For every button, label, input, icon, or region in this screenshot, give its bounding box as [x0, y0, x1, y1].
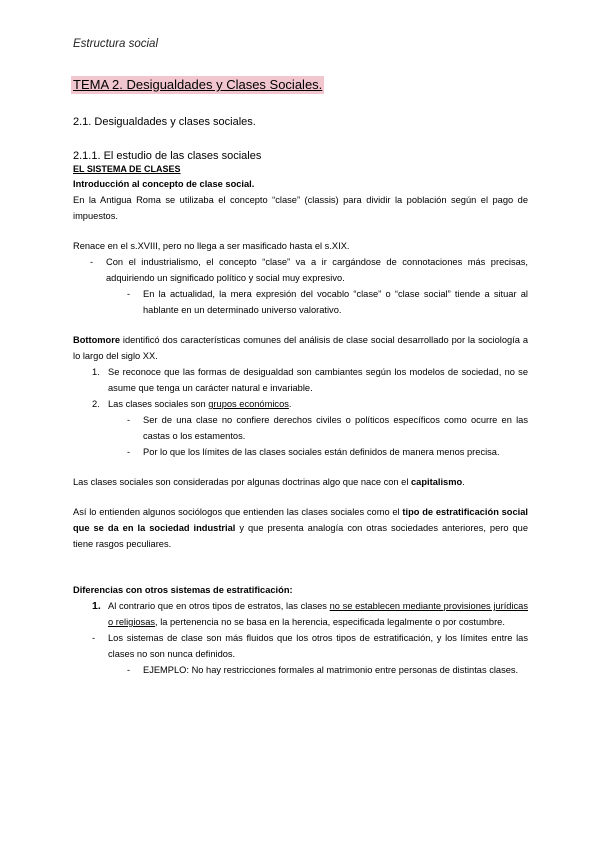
paragraph-sociologos: [73, 504, 528, 552]
paragraph-capitalismo: [73, 474, 528, 490]
bold-text: capitalismo: [411, 477, 463, 487]
dash-marker: -: [127, 415, 131, 425]
running-header: Estructura social: [73, 38, 159, 50]
text-run: y que presenta analogía con otras sociedades anteriores, pero que tiene rasgos peculiares.: [73, 523, 528, 549]
dash-marker: -: [127, 289, 131, 299]
number-marker: 2.: [92, 399, 100, 409]
underlined-text: grupos económicos: [208, 399, 289, 409]
list-item-text: EJEMPLO: No hay restricciones formales al matrimonio entre personas de distintas clases.: [143, 665, 519, 675]
page-title-wrap: [73, 76, 528, 94]
text-run: Así lo entienden algunos sociólogos que entienden las clases sociales como el: [73, 507, 403, 517]
text-run: Las clases sociales son consideradas por algunas doctrinas algo que nace con el: [73, 477, 411, 487]
number-marker: 1.: [92, 367, 100, 377]
list-item-text: Ser de una clase no confiere derechos civiles o políticos específicos como ocurre en las castas o los estamentos.: [143, 415, 528, 441]
list-item-actualidad: [73, 286, 528, 318]
page-title: TEMA 2. Desigualdades y Clases Sociales.: [73, 77, 323, 92]
dash-marker: -: [127, 447, 131, 457]
spacer: [73, 460, 528, 474]
spacer: [73, 552, 528, 582]
text-run: identificó dos características comunes del análisis de clase social desarrollado por la sociología a lo largo del siglo XX.: [73, 335, 528, 361]
list-item-text: En la actualidad, la mera expresión del vocablo “clase” o “clase social” tiende a situar al hablante en un determinado universo valorativo.: [143, 289, 528, 315]
dash-marker: -: [92, 633, 96, 643]
list-item-industrialismo: [73, 254, 528, 286]
list-item-castas: [73, 412, 528, 444]
list-item-text: Se reconoce que las formas de desigualdad son cambiantes según los modelos de sociedad, no se asume que tenga un carácter natural e invariable.: [108, 367, 528, 393]
text-run: Las clases sociales son: [108, 399, 209, 409]
bold-text: Bottomore: [73, 335, 120, 345]
list-item-ejemplo: [73, 662, 528, 678]
number-marker: 1.: [92, 600, 101, 612]
list-item-text: [108, 396, 528, 412]
text-run: .: [288, 399, 292, 409]
intro-heading: Introducción al concepto de clase social.: [73, 179, 255, 189]
list-item-text: Los sistemas de clase son más fluidos que los otros tipos de estratificación, y los límites entre las clases no son nunca definidos.: [108, 633, 528, 659]
text-run: Al contrario que en otros tipos de estratos, las clases: [108, 601, 330, 611]
list-item-fluidos: [73, 630, 528, 662]
numbered-item-1: [73, 364, 528, 396]
numbered-item-2: [73, 396, 528, 412]
sistema-heading: EL SISTEMA DE CLASES: [73, 164, 181, 174]
paragraph-roma: En la Antigua Roma se utilizaba el concepto “clase” (classis) para dividir la población según el pago de impuestos.: [73, 195, 528, 221]
spacer: [73, 224, 528, 238]
bold-text: tipo de estratificación social que se da en la sociedad industrial: [73, 507, 528, 533]
list-item-text: Por lo que los límites de las clases sociales están definidos de manera menos precisa.: [143, 447, 500, 457]
dash-marker: -: [90, 257, 94, 267]
numbered-item-diff-1: [73, 598, 528, 630]
list-item-limites: [73, 444, 528, 460]
diferencias-heading: Diferencias con otros sistemas de estratificación:: [73, 585, 293, 595]
text-run: , la pertenencia no se basa en la herencia, especificada legalmente o por costumbre.: [155, 617, 505, 627]
underlined-text: no se establecen mediante provisiones jurídicas o religiosas: [108, 601, 528, 627]
spacer: [73, 490, 528, 504]
list-item-text: [108, 598, 528, 630]
document-body: [73, 76, 528, 678]
list-item-text: Con el industrialismo, el concepto “clase” va a ir cargándose de connotaciones más precisas, adquiriendo un significado político y social muy expresivo.: [106, 257, 528, 283]
section-heading: 2.1. Desigualdades y clases sociales.: [73, 116, 256, 128]
dash-marker: -: [127, 665, 131, 675]
paragraph-bottomore: [73, 332, 528, 364]
paragraph-renace: Renace en el s.XVIII, pero no llega a ser masificado hasta el s.XIX.: [73, 241, 350, 251]
text-run: .: [462, 477, 465, 487]
spacer: [73, 318, 528, 332]
subsection-heading: 2.1.1. El estudio de las clases sociales: [73, 150, 262, 162]
